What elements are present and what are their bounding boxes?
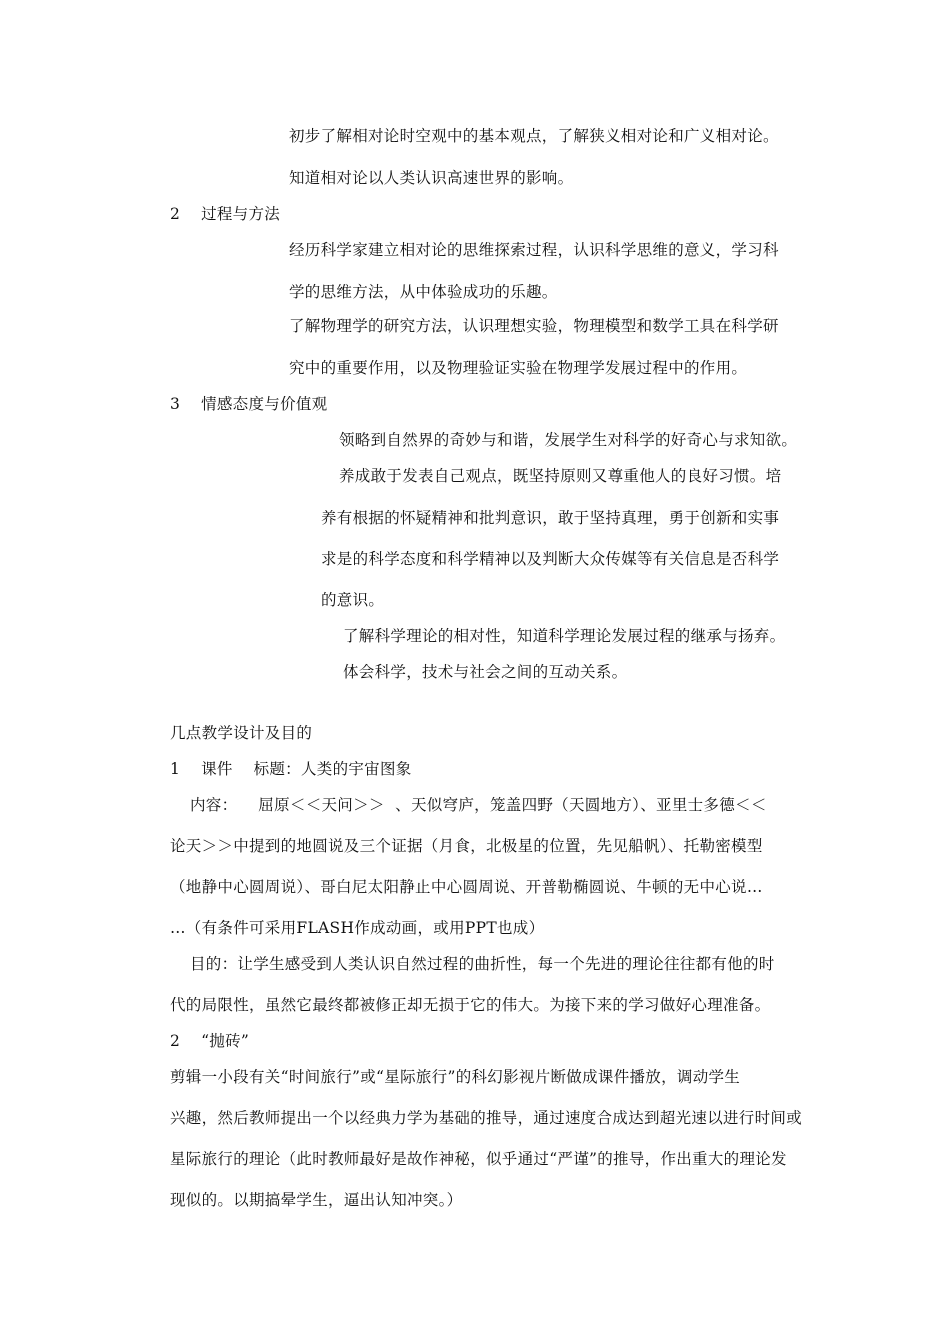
- design-item1-heading: 1 课件 标题：人类的宇宙图象: [170, 760, 412, 778]
- design-item2-line-4: 现似的。以期搞晕学生，逼出认知冲突。）: [170, 1191, 463, 1209]
- attitude-line-7: 体会科学，技术与社会之间的互动关系。: [343, 663, 628, 681]
- design-content-line-1: 内容： 屈原＜＜天问＞＞ 、天似穹庐，笼盖四野（天圆地方）、亚里士多德＜＜: [190, 796, 767, 814]
- design-content-line-2: 论天＞＞中提到的地圆说及三个证据（月食，北极星的位置，先见船帆）、托勒密模型: [170, 837, 763, 855]
- design-item2-heading: 2 “抛砖”: [170, 1032, 250, 1050]
- design-purpose-line-1: 目的：让学生感受到人类认识自然过程的曲折性，每一个先进的理论往往都有他的时: [190, 955, 775, 973]
- attitude-heading: 3 情感态度与价值观: [170, 395, 328, 413]
- design-purpose-line-2: 代的局限性，虽然它最终都被修正却无损于它的伟大。为接下来的学习做好心理准备。: [170, 996, 771, 1014]
- process-para1-line1: 经历科学家建立相对论的思维探索过程，认识科学思维的意义，学习科: [289, 241, 779, 259]
- design-content-line-4: …（有条件可采用FLASH作成动画，或用PPT也成）: [170, 919, 545, 937]
- attitude-line-6: 了解科学理论的相对性，知道科学理论发展过程的继承与扬弃。: [343, 627, 786, 645]
- process-para2-line2: 究中的重要作用，以及物理验证实验在物理学发展过程中的作用。: [289, 359, 748, 377]
- knowledge-line-2: 知道相对论以人类认识高速世界的影响。: [289, 169, 574, 187]
- design-item2-line-2: 兴趣，然后教师提出一个以经典力学为基础的推导，通过速度合成达到超光速以进行时间或: [170, 1109, 803, 1127]
- attitude-line-3: 养有根据的怀疑精神和批判意识，敢于坚持真理，勇于创新和实事: [321, 509, 780, 527]
- attitude-line-1: 领略到自然界的奇妙与和谐，发展学生对科学的好奇心与求知欲。: [339, 431, 798, 449]
- process-para1-line2: 学的思维方法，从中体验成功的乐趣。: [289, 283, 558, 301]
- design-content-line-3: （地静中心圆周说）、哥白尼太阳静止中心圆周说、开普勒椭圆说、牛顿的无中心说…: [170, 878, 763, 896]
- design-item2-line-1: 剪辑一小段有关“时间旅行”或“星际旅行”的科幻影视片断做成课件播放，调动学生: [170, 1068, 741, 1086]
- attitude-line-4: 求是的科学态度和科学精神以及判断大众传媒等有关信息是否科学: [321, 550, 780, 568]
- process-para2-line1: 了解物理学的研究方法，认识理想实验，物理模型和数学工具在科学研: [289, 317, 779, 335]
- design-item2-line-3: 星际旅行的理论（此时教师最好是故作神秘，似乎通过“严谨”的推导，作出重大的理论发: [170, 1150, 787, 1168]
- process-heading: 2 过程与方法: [170, 205, 281, 223]
- attitude-line-2: 养成敢于发表自己观点，既坚持原则又尊重他人的良好习惯。培: [339, 467, 782, 485]
- attitude-line-5: 的意识。: [321, 591, 385, 609]
- knowledge-line-1: 初步了解相对论时空观中的基本观点，了解狭义相对论和广义相对论。: [289, 127, 779, 145]
- design-heading: 几点教学设计及目的: [170, 724, 313, 742]
